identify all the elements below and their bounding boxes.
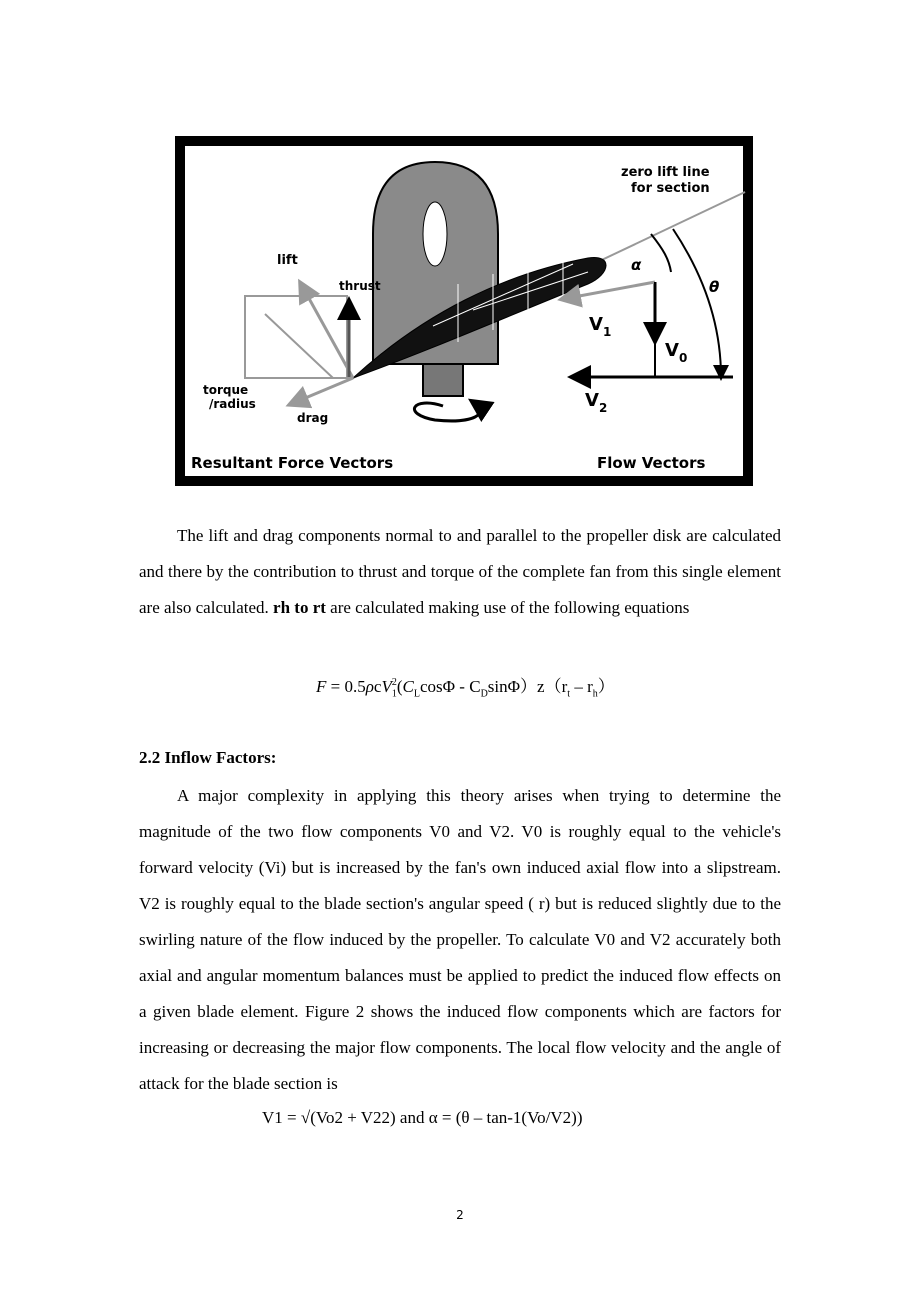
label-v1: $V_1$	[589, 314, 612, 339]
caption-flow-vectors: Flow Vectors	[597, 454, 706, 472]
label-v2: $V_2$	[585, 390, 608, 415]
propeller-blade-figure	[173, 134, 755, 488]
label-for-section: for section	[631, 181, 710, 196]
section-heading: 2.2 Inflow Factors:	[139, 748, 277, 767]
label-zero-lift-line: zero lift line	[621, 165, 710, 180]
page-number: 2	[456, 1208, 464, 1222]
label-radius: /radius	[209, 397, 256, 411]
bold-rh-rt: rh to rt	[273, 598, 326, 617]
label-torque: torque	[203, 383, 249, 397]
label-v0: $V_0$	[665, 340, 688, 365]
paragraph-lift-drag: The lift and drag components normal to and parallel to the propeller disk are calculated and there by the contribution to thrust and torque of the complete fan from this single element are also calculated. rh to rt are calculated making use of the following equations	[139, 526, 781, 617]
label-thrust: thrust	[339, 279, 381, 293]
equation-force: $F = 0.5\rho cV_1^2(C_L\cos\Phi - C_D\sin\Phi)z(r_t - r_h)$	[316, 677, 615, 700]
label-theta: θ	[709, 278, 720, 296]
equation-flow-velocity: V1 = √(Vo2 + V22) and α = (θ – tan-1(Vo/V2))	[262, 1108, 583, 1127]
label-lift: lift	[277, 253, 298, 268]
paragraph-inflow-factors: A major complexity in applying this theory arises when trying to determine the magnitude of the two flow components V0 and V2. V0 is roughly equal to the vehicle's forward velocity (Vi) but is increased by the fan's own induced axial flow into a slipstream. V2 is roughly equal to the blade section's angular speed ( r) but is reduced slightly due to the swirling nature of the flow induced by the propeller. To calculate V0 and V2 accurately both axial and angular momentum balances must be applied to predict the induced flow effects on a given blade element. Figure 2 shows the induced flow components which are factors for increasing or decreasing the major flow components. The local flow velocity and the angle of attack for the blade section is	[139, 786, 781, 1093]
label-drag: drag	[297, 411, 329, 425]
label-alpha: α	[631, 256, 642, 274]
caption-resultant-force-vectors: Resultant Force Vectors	[191, 454, 394, 472]
